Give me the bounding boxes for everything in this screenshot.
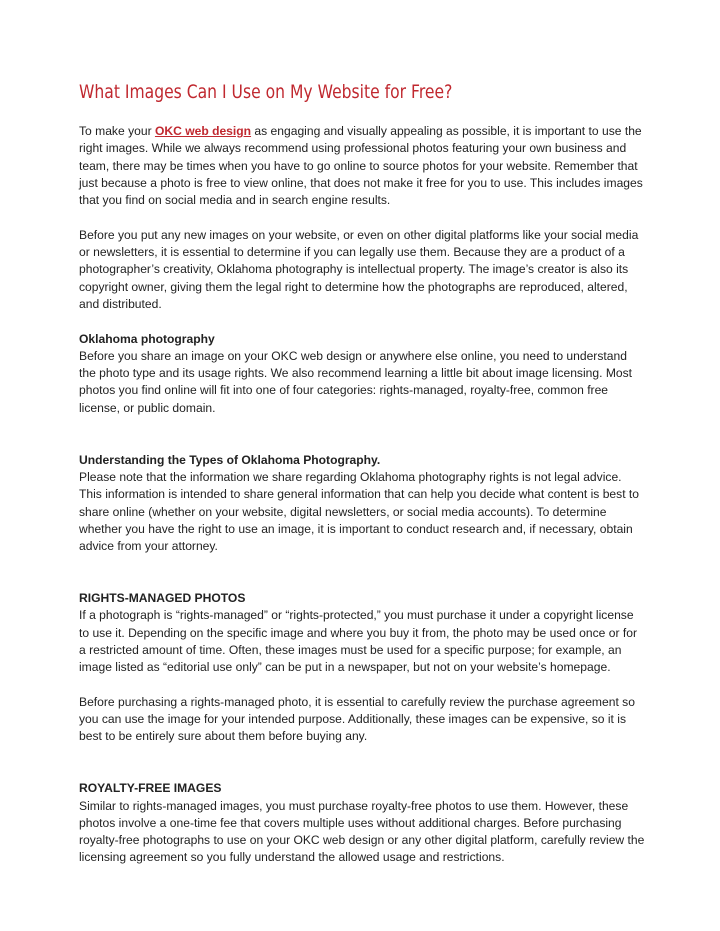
types-heading: Understanding the Types of Oklahoma Photography. (79, 452, 381, 467)
intro-paragraph (79, 123, 645, 209)
legal-use-paragraph: Before you put any new images on your website, or even on other digital platforms like your social media or newsletters, it is essential to determine if you can legally use them. Because they are a product of a photographer’s creativity, Oklahoma photography is intellectual property. The image’s creator is also its copyright owner, giving them the legal right to determine how the photographs are reproduced, altered, and distributed. (79, 227, 639, 311)
article-body (79, 123, 645, 867)
rights-managed-purchase-paragraph: Before purchasing a rights-managed photo, it is essential to carefully review the purchase agreement so you can use the image for your intended purpose. Additionally, these images can be expensive, so it is best to be entirely sure about them before buying any. (79, 694, 635, 744)
royalty-free-heading: ROYALTY-FREE IMAGES (79, 781, 222, 796)
oklahoma-photography-heading: Oklahoma photography (79, 331, 215, 346)
intro-text-rest: as engaging and visually appealing as possible, it is important to use the right images. While we always recommend using professional photos featuring your own business and team, there may be times when you have to go online to source photos for your website. Remember that just because a photo is free to view online, that does not make it free for you to use. This includes images that you find on social media and in search engine results. (79, 124, 643, 208)
okc-web-design-link[interactable]: OKC web design (154, 124, 252, 138)
rights-managed-heading: RIGHTS-MANAGED PHOTOS (79, 591, 246, 606)
intro-text-start: To make your (79, 124, 155, 138)
page-title: What Images Can I Use on My Website for Free? (79, 81, 453, 103)
royalty-free-paragraph: Similar to rights-managed images, you must purchase royalty-free photos to use them. However, these photos involve a one-time fee that covers multiple uses without additional charges. Before purchasing royalty-free photographs to use on your OKC web design or any other digital platform, carefully review the licensing agreement so you fully understand the allowed usage and restrictions. (79, 798, 645, 865)
oklahoma-photography-paragraph: Before you share an image on your OKC web design or anywhere else online, you need to understand the photo type and its usage rights. We also recommend learning a little bit about image licensing. Most photos you find online will fit into one of four categories: rights-managed, royalty-free, common free license, or public domain. (79, 348, 633, 415)
rights-managed-paragraph: If a photograph is “rights-managed” or “rights-protected,” you must purchase it under a copyright license to use it. Depending on the specific image and where you buy it from, the photo may be used once or for a restricted amount of time. Often, these images must be used for a specific purpose; for example, an image listed as “editorial use only” can be put in a newspaper, but not on your website’s homepage. (79, 608, 637, 675)
types-paragraph: Please note that the information we share regarding Oklahoma photography rights is not legal advice. This information is intended to share general information that can help you decide what content is best to share online (whether on your website, digital newsletters, or social media accounts). To determine whether you have the right to use an image, it is important to conduct research and, if necessary, obtain advice from your attorney. (79, 469, 640, 554)
